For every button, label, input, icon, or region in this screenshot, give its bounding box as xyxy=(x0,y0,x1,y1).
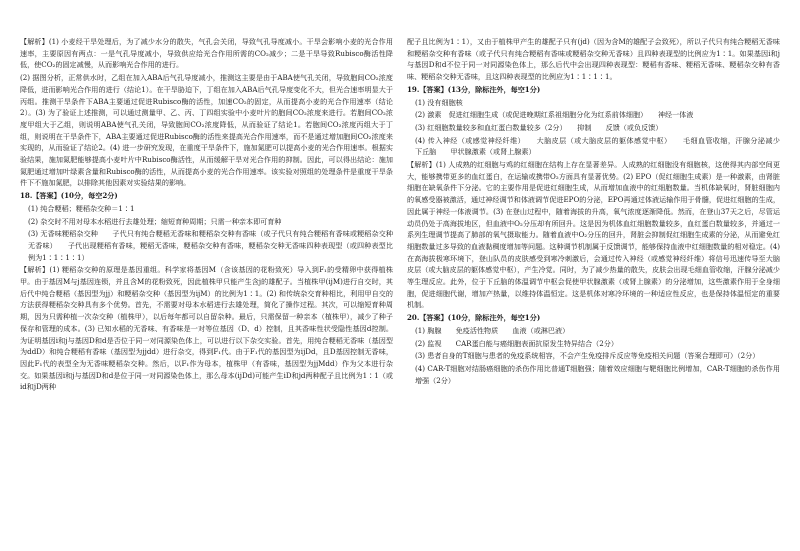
analysis-paragraph: (2) 据图分析，正常供水时，乙组在加入ABA后气孔导度减小，推测这主要是由于ABA使气孔关闭，导致胞间CO₂浓度降低，进而影响光合作用的进行（结论1）。在干旱胁迫下，丁组在加入ABA后气孔导度变化不大，但光合速率明显大于丙组。推测干旱条件下ABA主要通过促进Rubisco酶的活性，加速CO₂的固定，从而提高小麦的光合作用速率（结论2）。(3) 为了验证上述推测，可以通过测量甲、乙、丙、丁四组实验中小麦叶片的胞间CO₂浓度来进行。若胞间CO₂浓度甲组大于乙组，则说明ABA使气孔关闭，导致胞间CO₂浓度降低，从而验证了结论1。若胞间CO₂浓度丙组大于丁组，则说明在干旱条件下，ABA主要通过促进Rubisco酶的活性来提高光合作用速率，而不是通过增加胞间CO₂浓度来实现的，从而验证了结论2。(4) 进一步研究发现，在重度干旱条件下，施加氮肥可以提高小麦的光合作用速率。根据实验结果，施加氮肥能够提高小麦叶片中Rubisco酶活性，从而缓解干旱对光合作用的抑制。因此，可以得出结论：施加氮肥通过增加叶绿素含量和Rubisco酶的活性，从而提高小麦的光合作用速率。该实验对照组的处理条件是重度干旱条件下不施加氮肥，以排除其他因素对实验结果的影响。 xyxy=(20,73,393,188)
right-column xyxy=(407,36,795,545)
analysis-paragraph: 【解析】(1) 人成熟的红细胞与鸡的红细胞在结构上存在显著差异。人成熟的红细胞没有细胞核，这使得其内部空间更大，能够携带更多的血红蛋白，在运输或携带O₂方面具有显著优势。(2) EPO（促红细胞生成素）是一种激素，由肾脏细胞在缺氧条件下分泌。它的主要作用是促进红细胞生成，从而增加血液中的红细胞数量。当机体缺氧时，肾脏细胞内的氧感受器被激活，通过神经调节和体液调节促进EPO的分泌，EPO再通过体液运输作用于骨髓，促进红细胞的生成，因此属于神经一体液调节。(3) 在登山过程中，随着海拔的升高，氧气浓度逐渐降低。然而，在登山37天之后，尽管运动员仍处于高海拔地区，但血液中O₂分压却有所回升。这是因为机体血红细胞数量较多，血红蛋白数量较多，并通过一系列生理调节提高了肺部的氧气摄取能力。随着血液中O₂分压的回升，肾脏会抑制促红细胞生成素的分泌，从而避免红细胞数量过多导致的血液黏稠度增加等问题。这种调节机制属于反馈调节，能够保持血液中红细胞数量的相对稳定。(4) 在高海拔极寒环境下，登山队员的皮肤感受到寒冷刺激后，会通过传入神经（或感觉神经纤维）将信号迅速传导至大脑皮层（或大脑皮层的躯体感觉中枢），产生冷觉。同时，为了减少热量的散失，皮肤会出现毛细血管收缩，汗腺分泌减少等生理反应。此外，位于下丘脑的体温调节中枢会促使甲状腺激素（或肾上腺素）的分泌增加，这些激素作用于全身细胞，促进细胞代谢，增加产热量，以维持体温恒定。这是机体对寒冷环境的一种适应性反应，也是保持体温恒定的重要机制。 xyxy=(407,160,780,310)
analysis-paragraph: 【解析】(1) 粳稻杂交种的原理是基因重组。科学家将基因M（含该基因的花粉致死）导入到F₁的受精卵中获得植株甲。由于基因M与j基因连锁，并且含M的花粉致死，因此植株甲只能产生含j的雄配子。当植株甲(ijM)进行自交时，其后代中纯合粳稻（基因型为jj）和粳稻杂交种（基因型为ijM）的比例为1∶1。(2) 和传统杂交育种相比，利用甲自交的方法获得粳稻杂交种具有多个优势。首先，不需要对母本水稻进行去雄处理，简化了操作过程。其次，可以缩短育种周期，因为只需种植一次杂交种（植株甲），以后每年都可以自留杂种。最后，只需保留一种亲本（植株甲），减少了种子保存和管理的成本。(3) 已知水稻的无香味、有香味是一对等位基因（D、d）控制，且其香味性状受隐性基因d控制。为证明基因i和j与基因D和d是否位于同一对同源染色体上，可以进行以下杂交实验。首先，用纯合粳稻无香味（基因型为ddD）和纯合粳稻有香味（基因型为jjdd）进行杂交，得到F₁代。由于F₁代的基因型为ijDd，且D基因控制无香味，因此F₁代的表型全为无香味粳稻杂交种。然后，以F₁作为母本，植株甲（有香味，基因型为jjMdd）作为父本进行杂交。如果基因i和j与基因D和d是位于同一对同源染色体上，那么母本(ijDd)可能产生iD和jd两种配子且比例为1∶1（或id和jD两种 xyxy=(20,265,393,392)
answer-line: (3) 患者自身的T细胞与患者的免疫系统相容，不会产生免疫排斥反应等免疫相关问题（答案合理即可）（2分） xyxy=(415,351,760,361)
answer-line: (2) 激素 促进红细胞生成（或促进晚期红系祖细胞分化为红系前体细胞） 神经一体液 xyxy=(415,110,694,120)
analysis-paragraph: 【解析】(1) 小麦经干旱处理后，为了减少水分的散失，气孔会关闭，导致气孔导度减小。干旱会影响小麦的光合作用速率，主要原因有两点：一是气孔导度减小，导致供应给光合作用所需的CO₂减少；二是干旱导致Rubisco酶活性降低，使CO₂的固定减慢，从而影响光合作用的进行。 xyxy=(20,37,393,70)
answer-line: (4) 传入神经（或感觉神经纤维） 大脑皮层（或大脑皮层的躯体感觉中枢） 毛细血管收缩，汗腺分泌减少 下丘脑 甲状腺激素（或肾上腺素） xyxy=(415,135,795,157)
answer-line: (1) 没有细胞核 xyxy=(415,97,463,107)
answer-line: (2) 杂交时不用对母本水稻进行去雄处理；缩短育种周期；只需一种亲本即可育种 xyxy=(28,216,282,226)
question-20-heading: 20.【答案】(10分，除标注外，每空1分) xyxy=(407,313,541,323)
answer-line: (2) 监视 CAR蛋白能与癌细胞表面抗原发生特异结合（2分） xyxy=(415,338,618,348)
question-19-heading: 19.【答案】(13分，除标注外，每空1分) xyxy=(407,84,541,94)
analysis-paragraph: 配子且比例为1∶1），又由于植株甲产生的雄配子只有(jd)（因为含M的雄配子会致死），所以子代只有纯合粳稻无香味和粳稻杂交种有香味（或子代只有纯合粳稻有香味或粳稻杂交种无香味）且四种表现型的比例应为1∶1。如果基因i和j与基因D和d不位于同一对同源染色体上，那么后代中会出现四种表现型：粳稻有香味、粳稻无香味、粳稻杂交种有香味、粳稻杂交种无香味，且这四种表现型的比例应为1∶1∶1∶1。 xyxy=(407,37,780,82)
left-column xyxy=(20,36,393,545)
answer-line: (1) 纯合粳稻；粳稻杂交种＝1∶1 xyxy=(28,203,135,213)
answer-line: (3) 无香味粳稻杂交种 子代只有纯合粳稻无香味和粳稻杂交种有香味（或子代只有纯合粳稻有香味或粳稻杂交种无香味） 子代出现粳稻有香味，粳稻无香味，粳稻杂交种有香味，粳稻杂交种无香味四种表现型（或四种表型比例为1∶1∶1∶1） xyxy=(28,229,393,262)
answer-line: (4) CAR-T细胞对结肠癌细胞的杀伤作用比普通T细胞强；随着效应细胞与靶细胞比例增加，CAR-T细胞的杀伤作用增强（2分） xyxy=(415,363,780,385)
question-18-heading: 18.【答案】(10分，每空2分) xyxy=(20,191,118,201)
answer-line: (3) 红细胞数量较多和血红蛋白数量较多（2分） 抑制 反馈（或负反馈） xyxy=(415,122,663,132)
answer-line: (1) 胸腺 免疫活性物质 血液（或淋巴液） xyxy=(415,325,570,335)
